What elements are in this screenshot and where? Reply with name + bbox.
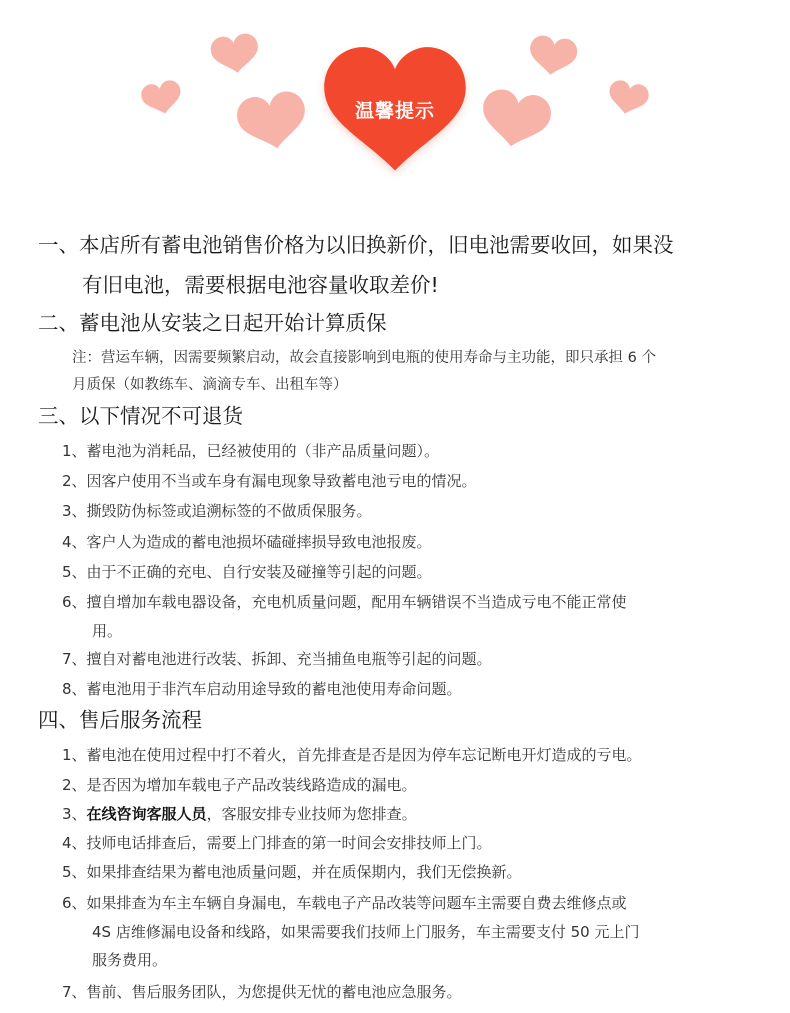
online-service-link[interactable]: 在线咨询客服人员 bbox=[86, 805, 207, 823]
section-4-heading: 四、售后服务流程 bbox=[38, 708, 202, 732]
list-item: 7、擅自对蓄电池进行改装、拆卸、充当捕鱼电瓶等引起的问题。 bbox=[62, 650, 492, 668]
list-item: 3、撕毁防伪标签或追溯标签的不做质保服务。 bbox=[62, 502, 372, 520]
small-heart-icon bbox=[209, 32, 261, 76]
small-heart-icon bbox=[605, 78, 650, 117]
list-item: 2、因客户使用不当或车身有漏电现象导致蓄电池亏电的情况。 bbox=[62, 472, 477, 490]
list-item: 6、如果排查为车主车辆自身漏电，车载电子产品改装等问题车主需要自费去维修点或 bbox=[62, 894, 627, 912]
section-1-line-1: 一、本店所有蓄电池销售价格为以旧换新价，旧电池需要收回，如果没 bbox=[38, 233, 674, 257]
section-2-note-line-2: 月质保（如教练车、滴滴专车、出租车等） bbox=[72, 377, 348, 393]
list-item: 2、是否因为增加车载电子产品改装线路造成的漏电。 bbox=[62, 776, 417, 794]
banner-title: 温馨提示 bbox=[354, 100, 435, 122]
header-banner bbox=[0, 0, 790, 215]
list-item-continuation: 用。 bbox=[92, 622, 123, 640]
list-item: 5、如果排查结果为蓄电池质量问题，并在质保期内，我们无偿换新。 bbox=[62, 863, 522, 881]
list-item bbox=[62, 802, 417, 826]
list-item: 1、蓄电池为消耗品，已经被使用的（非产品质量问题）。 bbox=[62, 442, 440, 460]
list-item: 4、客户人为造成的蓄电池损坏磕碰摔损导致电池报废。 bbox=[62, 533, 432, 551]
list-item: 7、售前、售后服务团队，为您提供无忧的蓄电池应急服务。 bbox=[62, 983, 462, 1001]
list-item: 8、蓄电池用于非汽车启动用途导致的蓄电池使用寿命问题。 bbox=[62, 680, 462, 698]
list-item: 4、技师电话排查后，需要上门排查的第一时间会安排技师上门。 bbox=[62, 834, 492, 852]
section-1-line-2: 有旧电池，需要根据电池容量收取差价! bbox=[82, 273, 439, 297]
list-item-continuation: 服务费用。 bbox=[92, 951, 168, 969]
list-item-text: ，客服安排专业技师为您排查。 bbox=[206, 805, 417, 823]
small-heart-icon bbox=[477, 87, 554, 153]
section-2-note-line-1: 注：营运车辆，因需要频繁启动，故会直接影响到电瓶的使用寿命与主功能，即只承担 6 个 bbox=[72, 350, 656, 366]
small-heart-icon bbox=[527, 34, 579, 78]
list-item: 1、蓄电池在使用过程中打不着火，首先排查是否是因为停车忘记断电开灯造成的亏电。 bbox=[62, 746, 642, 764]
list-item: 6、擅自增加车载电器设备，充电机质量问题，配用车辆错误不当造成亏电不能正常使 bbox=[62, 593, 627, 611]
list-item-number: 3、 bbox=[62, 805, 87, 823]
section-3-heading: 三、以下情况不可退货 bbox=[38, 404, 243, 428]
small-heart-icon bbox=[234, 89, 311, 155]
small-heart-icon bbox=[139, 78, 184, 117]
list-item: 5、由于不正确的充电、自行安装及碰撞等引起的问题。 bbox=[62, 563, 432, 581]
section-2-heading: 二、蓄电池从安装之日起开始计算质保 bbox=[38, 311, 387, 335]
list-item-continuation: 4S 店维修漏电设备和线路，如果需要我们技师上门服务，车主需要支付 50 元上门 bbox=[92, 923, 640, 941]
